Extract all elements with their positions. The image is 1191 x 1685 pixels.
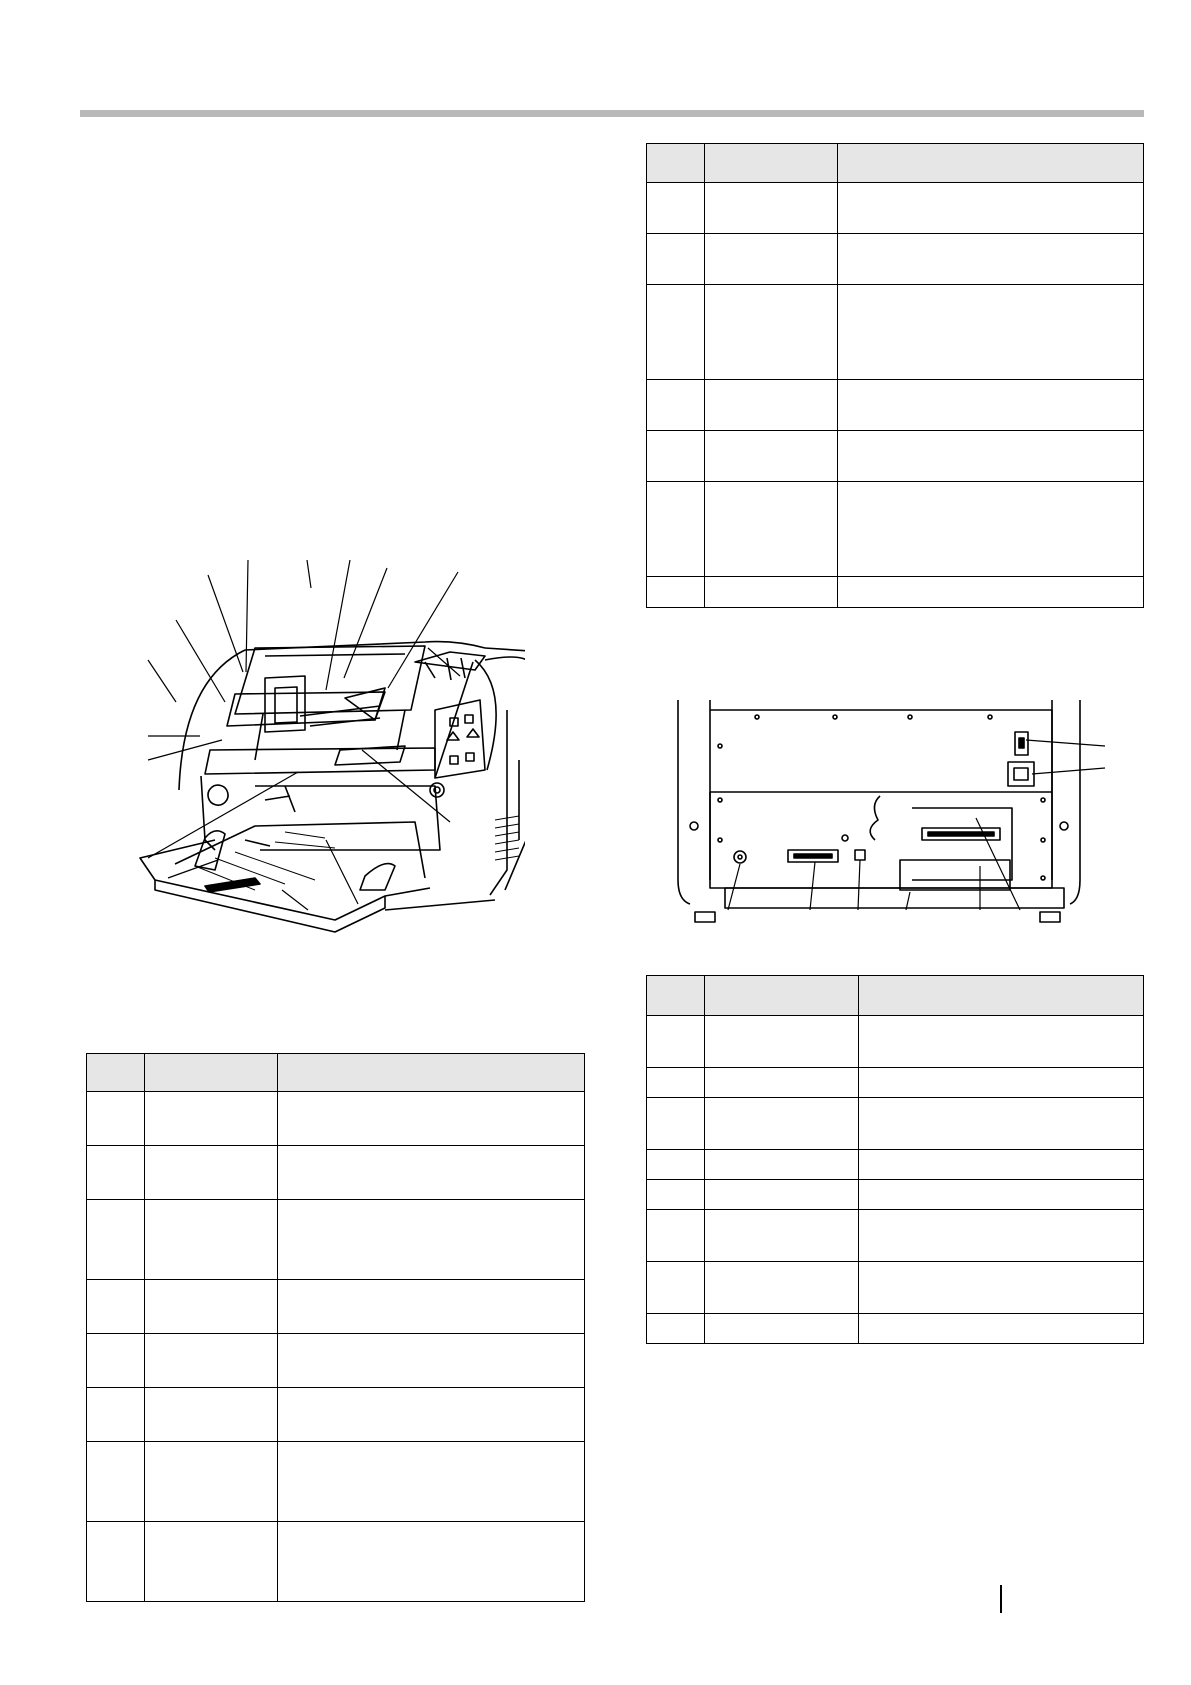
front-right-table-cell bbox=[838, 380, 1144, 431]
front-left-table-cell bbox=[145, 1334, 278, 1388]
front-left-table-row bbox=[87, 1442, 585, 1522]
front-left-table-row bbox=[87, 1092, 585, 1146]
front-right-table-row bbox=[647, 285, 1144, 380]
front-left-table-cell bbox=[87, 1522, 145, 1602]
front-right-table-cell bbox=[647, 431, 705, 482]
rear-table-cell bbox=[705, 1180, 859, 1210]
front-left-table-cell bbox=[278, 1334, 585, 1388]
front-left-table-cell bbox=[87, 1092, 145, 1146]
front-right-table-cell bbox=[705, 431, 838, 482]
rear-table-row bbox=[647, 1098, 1144, 1150]
front-right-table-cell bbox=[838, 234, 1144, 285]
front-left-table-cell bbox=[278, 1522, 585, 1602]
front-left-table-cell bbox=[87, 1146, 145, 1200]
front-left-table-cell bbox=[87, 1280, 145, 1334]
front-left-table-cell bbox=[145, 1522, 278, 1602]
front-left-table-row bbox=[87, 1334, 585, 1388]
rear-table-row bbox=[647, 1068, 1144, 1098]
rear-table-cell bbox=[705, 1150, 859, 1180]
rear-table-cell bbox=[705, 1016, 859, 1068]
front-left-table-cell bbox=[145, 1280, 278, 1334]
scanner-rear-figure bbox=[660, 700, 1120, 940]
front-right-table-cell bbox=[705, 234, 838, 285]
front-right-table-cell bbox=[705, 482, 838, 577]
front-right-table-cell bbox=[838, 183, 1144, 234]
front-right-table-row bbox=[647, 577, 1144, 608]
parts-table-rear bbox=[646, 975, 1144, 1344]
parts-table-front-continued bbox=[646, 143, 1144, 608]
rear-table-cell bbox=[647, 1016, 705, 1068]
front-right-table-row bbox=[647, 183, 1144, 234]
front-right-table-cell bbox=[838, 285, 1144, 380]
rear-table-row bbox=[647, 1150, 1144, 1180]
front-left-table-cell bbox=[87, 1388, 145, 1442]
rear-table-cell bbox=[859, 1016, 1144, 1068]
rear-table-cell bbox=[647, 1180, 705, 1210]
rear-table-cell bbox=[859, 1150, 1144, 1180]
rear-table-cell bbox=[647, 1150, 705, 1180]
front-left-table-cell bbox=[145, 1200, 278, 1280]
rear-table-cell bbox=[647, 1262, 705, 1314]
rear-table-row bbox=[647, 1262, 1144, 1314]
front-left-table-cell bbox=[87, 1200, 145, 1280]
front-left-table-cell bbox=[278, 1092, 585, 1146]
front-left-table-cell bbox=[278, 1200, 585, 1280]
rear-table-row bbox=[647, 1180, 1144, 1210]
rear-table-cell bbox=[705, 1262, 859, 1314]
front-right-table-cell bbox=[647, 234, 705, 285]
rear-table-cell bbox=[859, 1262, 1144, 1314]
rear-table-row bbox=[647, 1314, 1144, 1344]
front-right-table-cell bbox=[838, 482, 1144, 577]
front-right-table-cell bbox=[838, 577, 1144, 608]
front-left-table-cell bbox=[145, 1146, 278, 1200]
rear-table-cell bbox=[647, 1068, 705, 1098]
front-right-table-row bbox=[647, 234, 1144, 285]
front-right-table-cell bbox=[838, 431, 1144, 482]
rear-table-cell bbox=[705, 1098, 859, 1150]
front-right-table-cell bbox=[647, 482, 705, 577]
rear-table-cell bbox=[859, 1068, 1144, 1098]
front-callout-leaders bbox=[130, 560, 470, 920]
front-right-table-row bbox=[647, 380, 1144, 431]
front-left-table-row bbox=[87, 1200, 585, 1280]
rear-table-cell bbox=[705, 1210, 859, 1262]
header-rule bbox=[80, 110, 1144, 117]
front-left-table-row bbox=[87, 1280, 585, 1334]
front-left-table-cell bbox=[87, 1442, 145, 1522]
rear-table-row bbox=[647, 1016, 1144, 1068]
front-right-table-cell bbox=[647, 285, 705, 380]
rear-table-cell bbox=[647, 1210, 705, 1262]
parts-table-front bbox=[86, 1053, 585, 1602]
front-left-table-row bbox=[87, 1522, 585, 1602]
page-number-separator bbox=[1000, 1585, 1002, 1613]
front-left-table-cell bbox=[87, 1334, 145, 1388]
front-left-table-cell bbox=[278, 1442, 585, 1522]
front-left-table-row bbox=[87, 1146, 585, 1200]
front-right-table-cell bbox=[647, 577, 705, 608]
front-left-table-cell bbox=[278, 1146, 585, 1200]
front-right-table-row bbox=[647, 482, 1144, 577]
front-right-table-row bbox=[647, 431, 1144, 482]
rear-table-row bbox=[647, 1210, 1144, 1262]
rear-table-cell bbox=[705, 1068, 859, 1098]
front-right-table-cell bbox=[705, 183, 838, 234]
front-left-table-cell bbox=[278, 1280, 585, 1334]
front-right-table-cell bbox=[705, 577, 838, 608]
front-right-table-cell bbox=[705, 380, 838, 431]
front-left-table-cell bbox=[278, 1388, 585, 1442]
front-right-table-cell bbox=[647, 183, 705, 234]
front-right-table-cell bbox=[705, 285, 838, 380]
front-left-table-cell bbox=[145, 1388, 278, 1442]
front-left-table-cell bbox=[145, 1092, 278, 1146]
front-left-table-row bbox=[87, 1388, 585, 1442]
front-right-table-cell bbox=[647, 380, 705, 431]
rear-table-cell bbox=[859, 1180, 1144, 1210]
rear-table-cell bbox=[859, 1098, 1144, 1150]
rear-table-cell bbox=[859, 1210, 1144, 1262]
rear-table-cell bbox=[647, 1098, 705, 1150]
front-left-table-cell bbox=[145, 1442, 278, 1522]
rear-table-cell bbox=[647, 1314, 705, 1344]
rear-table-cell bbox=[705, 1314, 859, 1344]
rear-table-cell bbox=[859, 1314, 1144, 1344]
